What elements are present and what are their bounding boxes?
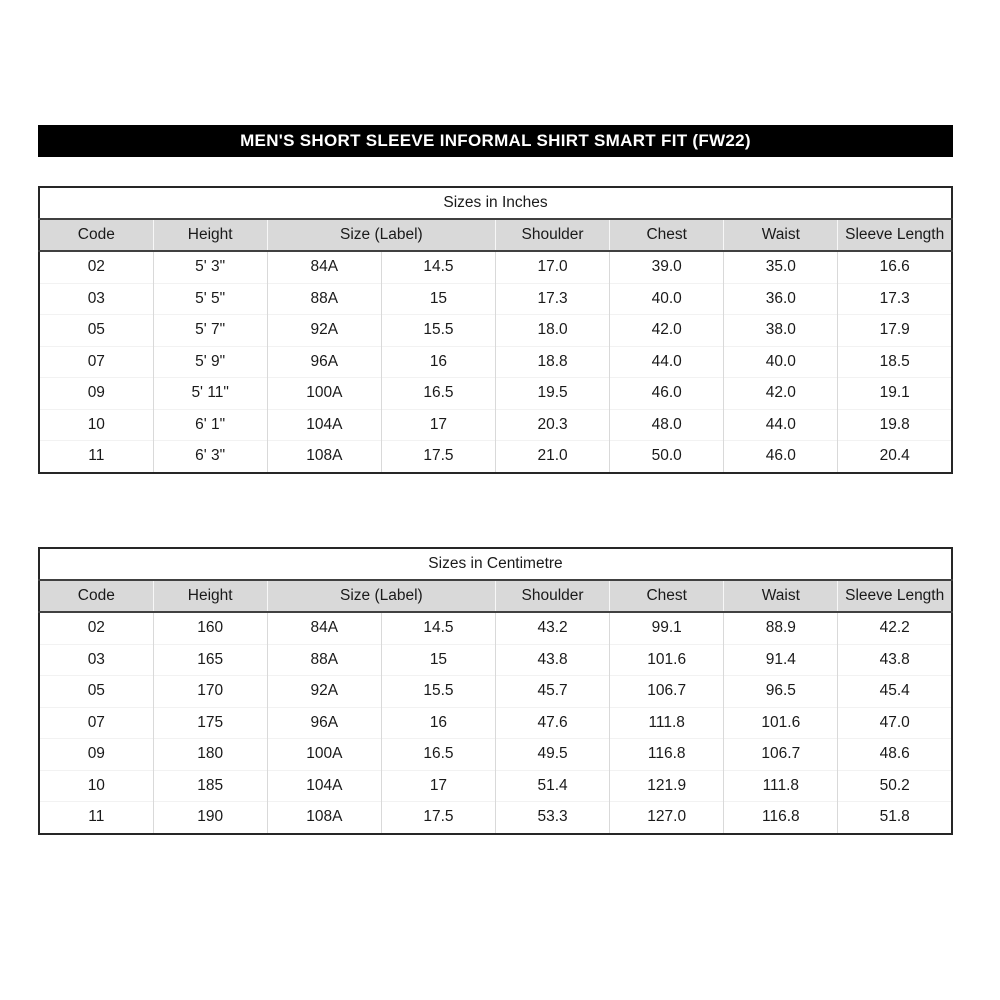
centimetre-size-chart-section bbox=[38, 547, 953, 835]
table-title-row bbox=[39, 548, 952, 580]
table-cell: 42.0 bbox=[724, 378, 838, 410]
table-cell: 15.5 bbox=[381, 676, 495, 708]
table-cell: 44.0 bbox=[610, 346, 724, 378]
table-cell: 16.6 bbox=[838, 251, 952, 283]
table-cell: 16 bbox=[381, 346, 495, 378]
table-cell: 180 bbox=[153, 739, 267, 771]
table-cell: 20.3 bbox=[496, 409, 610, 441]
table-cell: 108A bbox=[267, 802, 381, 834]
table-row bbox=[39, 676, 952, 708]
table-row bbox=[39, 770, 952, 802]
table-cell: 190 bbox=[153, 802, 267, 834]
table-cell: 15 bbox=[381, 283, 495, 315]
table-cell: 5' 9" bbox=[153, 346, 267, 378]
table-cell: 18.0 bbox=[496, 315, 610, 347]
table-cell: 92A bbox=[267, 676, 381, 708]
table-cell: 106.7 bbox=[724, 739, 838, 771]
table-cell: 43.8 bbox=[496, 644, 610, 676]
table-cell: 05 bbox=[39, 315, 153, 347]
table-cell: 108A bbox=[267, 441, 381, 473]
table-cell: 07 bbox=[39, 707, 153, 739]
table-cell: 18.5 bbox=[838, 346, 952, 378]
table-cell: 17.3 bbox=[496, 283, 610, 315]
table-row bbox=[39, 346, 952, 378]
table-body bbox=[39, 251, 952, 473]
table-cell: 21.0 bbox=[496, 441, 610, 473]
table-cell: 10 bbox=[39, 409, 153, 441]
table-cell: 104A bbox=[267, 770, 381, 802]
column-header: Chest bbox=[610, 219, 724, 251]
table-cell: 84A bbox=[267, 612, 381, 644]
table-row bbox=[39, 283, 952, 315]
column-header: Code bbox=[39, 219, 153, 251]
table-cell: 40.0 bbox=[724, 346, 838, 378]
table-header-row bbox=[39, 580, 952, 612]
table-title: Sizes in Centimetre bbox=[39, 548, 952, 580]
table-cell: 43.8 bbox=[838, 644, 952, 676]
table-cell: 53.3 bbox=[496, 802, 610, 834]
table-cell: 42.0 bbox=[610, 315, 724, 347]
table-cell: 92A bbox=[267, 315, 381, 347]
column-header: Waist bbox=[724, 580, 838, 612]
table-row bbox=[39, 612, 952, 644]
table-cell: 40.0 bbox=[610, 283, 724, 315]
table-cell: 84A bbox=[267, 251, 381, 283]
table-row bbox=[39, 315, 952, 347]
table-cell: 47.6 bbox=[496, 707, 610, 739]
table-cell: 6' 3" bbox=[153, 441, 267, 473]
table-title: Sizes in Inches bbox=[39, 187, 952, 219]
table-cell: 51.8 bbox=[838, 802, 952, 834]
table-cell: 88A bbox=[267, 283, 381, 315]
table-row bbox=[39, 378, 952, 410]
table-cell: 47.0 bbox=[838, 707, 952, 739]
table-cell: 43.2 bbox=[496, 612, 610, 644]
table-cell: 5' 7" bbox=[153, 315, 267, 347]
table-cell: 44.0 bbox=[724, 409, 838, 441]
table-cell: 185 bbox=[153, 770, 267, 802]
table-cell: 17.0 bbox=[496, 251, 610, 283]
table-cell: 111.8 bbox=[724, 770, 838, 802]
table-cell: 116.8 bbox=[724, 802, 838, 834]
table-cell: 121.9 bbox=[610, 770, 724, 802]
column-header: Size (Label) bbox=[267, 580, 495, 612]
table-cell: 09 bbox=[39, 378, 153, 410]
column-header: Sleeve Length bbox=[838, 219, 952, 251]
column-header: Chest bbox=[610, 580, 724, 612]
table-cell: 106.7 bbox=[610, 676, 724, 708]
table-cell: 17.5 bbox=[381, 802, 495, 834]
table-cell: 170 bbox=[153, 676, 267, 708]
table-cell: 96.5 bbox=[724, 676, 838, 708]
table-cell: 15.5 bbox=[381, 315, 495, 347]
table-cell: 5' 5" bbox=[153, 283, 267, 315]
table-cell: 100A bbox=[267, 378, 381, 410]
table-row bbox=[39, 441, 952, 473]
table-cell: 51.4 bbox=[496, 770, 610, 802]
table-cell: 10 bbox=[39, 770, 153, 802]
product-title-text: MEN'S SHORT SLEEVE INFORMAL SHIRT SMART FIT (FW22) bbox=[240, 131, 751, 150]
table-cell: 17.3 bbox=[838, 283, 952, 315]
table-cell: 127.0 bbox=[610, 802, 724, 834]
table-cell: 50.0 bbox=[610, 441, 724, 473]
table-cell: 16.5 bbox=[381, 378, 495, 410]
table-cell: 36.0 bbox=[724, 283, 838, 315]
table-cell: 18.8 bbox=[496, 346, 610, 378]
product-title-banner bbox=[38, 125, 953, 157]
table-cell: 19.1 bbox=[838, 378, 952, 410]
column-header: Waist bbox=[724, 219, 838, 251]
column-header: Height bbox=[153, 219, 267, 251]
table-cell: 160 bbox=[153, 612, 267, 644]
table-cell: 05 bbox=[39, 676, 153, 708]
column-header: Shoulder bbox=[496, 580, 610, 612]
table-cell: 15 bbox=[381, 644, 495, 676]
table-cell: 116.8 bbox=[610, 739, 724, 771]
column-header: Size (Label) bbox=[267, 219, 495, 251]
table-cell: 96A bbox=[267, 707, 381, 739]
table-cell: 104A bbox=[267, 409, 381, 441]
table-cell: 5' 3" bbox=[153, 251, 267, 283]
table-cell: 03 bbox=[39, 283, 153, 315]
table-header-row bbox=[39, 219, 952, 251]
centimetre-size-table bbox=[38, 547, 953, 835]
table-cell: 19.8 bbox=[838, 409, 952, 441]
table-body bbox=[39, 612, 952, 834]
table-cell: 96A bbox=[267, 346, 381, 378]
table-cell: 45.7 bbox=[496, 676, 610, 708]
table-cell: 17 bbox=[381, 770, 495, 802]
table-cell: 17.9 bbox=[838, 315, 952, 347]
table-cell: 20.4 bbox=[838, 441, 952, 473]
column-header: Shoulder bbox=[496, 219, 610, 251]
table-row bbox=[39, 409, 952, 441]
table-cell: 5' 11" bbox=[153, 378, 267, 410]
table-cell: 02 bbox=[87, 258, 105, 276]
table-cell: 50.2 bbox=[838, 770, 952, 802]
table-cell: 48.6 bbox=[838, 739, 952, 771]
table-cell: 101.6 bbox=[724, 707, 838, 739]
table-cell: 17.5 bbox=[381, 441, 495, 473]
table-title-row bbox=[39, 187, 952, 219]
table-cell: 100A bbox=[267, 739, 381, 771]
table-cell: 16.5 bbox=[381, 739, 495, 771]
table-cell: 11 bbox=[39, 802, 153, 834]
table-cell: 09 bbox=[39, 739, 153, 771]
table-cell: 175 bbox=[153, 707, 267, 739]
table-cell: 111.8 bbox=[610, 707, 724, 739]
table-cell: 99.1 bbox=[610, 612, 724, 644]
table-row bbox=[39, 251, 952, 283]
inches-size-table bbox=[38, 186, 953, 474]
table-cell: 17 bbox=[381, 409, 495, 441]
table-cell: 19.5 bbox=[496, 378, 610, 410]
table-cell: 11 bbox=[39, 441, 153, 473]
table-cell: 101.6 bbox=[610, 644, 724, 676]
table-cell: 45.4 bbox=[838, 676, 952, 708]
table-row bbox=[39, 739, 952, 771]
table-row bbox=[39, 802, 952, 834]
table-cell: 02 bbox=[87, 619, 105, 637]
table-cell: 46.0 bbox=[610, 378, 724, 410]
table-cell: 42.2 bbox=[838, 612, 952, 644]
table-cell: 165 bbox=[153, 644, 267, 676]
table-cell: 48.0 bbox=[610, 409, 724, 441]
column-header: Height bbox=[153, 580, 267, 612]
table-cell: 6' 1" bbox=[153, 409, 267, 441]
column-header: Code bbox=[39, 580, 153, 612]
table-cell: 03 bbox=[39, 644, 153, 676]
table-row bbox=[39, 707, 952, 739]
inches-size-chart-section bbox=[38, 186, 953, 474]
table-cell: 91.4 bbox=[724, 644, 838, 676]
table-cell: 46.0 bbox=[724, 441, 838, 473]
table-cell: 07 bbox=[39, 346, 153, 378]
column-header: Sleeve Length bbox=[838, 580, 952, 612]
table-cell: 39.0 bbox=[610, 251, 724, 283]
table-cell: 49.5 bbox=[496, 739, 610, 771]
table-cell: 35.0 bbox=[724, 251, 838, 283]
table-row bbox=[39, 644, 952, 676]
table-cell: 14.5 bbox=[381, 251, 495, 283]
table-cell: 38.0 bbox=[724, 315, 838, 347]
table-cell: 14.5 bbox=[381, 612, 495, 644]
table-cell: 88.9 bbox=[724, 612, 838, 644]
table-cell: 88A bbox=[267, 644, 381, 676]
table-cell: 16 bbox=[381, 707, 495, 739]
